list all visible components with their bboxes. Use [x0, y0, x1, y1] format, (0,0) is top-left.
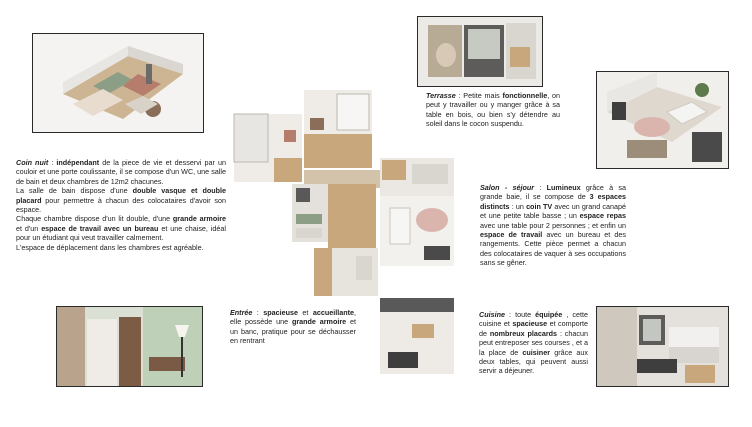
cuisine-render — [596, 306, 729, 387]
coin-nuit-3d-render — [32, 33, 204, 133]
coin-nuit-text — [16, 158, 226, 252]
floor-plan — [232, 88, 456, 376]
plan-hall — [328, 184, 376, 248]
terrasse-text: Terrasse : Petite mais fonctionnelle, on peut y travailler ou y manger grâce à sa table en bois, ou bien s'y détendre au soleil dans le cocon suspendu. — [426, 91, 560, 129]
plan-kitchen — [380, 298, 454, 374]
terrasse-render — [417, 16, 543, 87]
coin-nuit-p1: Coin nuit : indépendant de la piece de vie et desservi par un couloir et une porte coulissante, il se compose d'un WC, une salle de bain et deux chambres de 12m2 chacunes. — [16, 158, 226, 186]
plan-bedroom-1 — [234, 114, 302, 182]
plan-entry — [314, 248, 378, 296]
plan-bathroom — [292, 184, 328, 242]
cuisine-text: Cuisine : toute équipée , cette cuisine et spacieuse et comporte de nombreux placards : chacun peut entreposer ses courses , et a la place de cuisiner grâce aux deux tables, qui peuvent aussi servir a déjeuner. — [479, 310, 588, 376]
salon-render — [596, 71, 729, 169]
salon-text: Salon - séjour : Lumineux grâce à sa grande baie, il se compose de 3 espaces distincts : un coin TV avec un grand canapé et une petite table basse ; un espace repas avec une table pour 2 personnes ; et enfin un espace de travail avec un bureau et des rangements. Cette pièce permet a chacun des colocataires de vaquer à ses occupations sans se gêner. — [480, 183, 627, 268]
entree-render — [56, 306, 203, 387]
plan-bedroom-2 — [304, 90, 372, 168]
coin-nuit-p2: La salle de bain dispose d'une double vasque et double placard pour permettre à chacun des colocataires d'avoir son espace. — [16, 186, 227, 215]
coin-nuit-p4: L'espace de déplacement dans les chambres est agréable. — [16, 242, 204, 252]
plan-salon — [380, 158, 454, 266]
coin-nuit-p3: Chaque chambre dispose d'un lit double, d'une grande armoire et d'un espace de travail avec un bureau et une chaise, idéal pour un étudiant qui veut travailler calmement. — [16, 214, 227, 243]
entree-text: Entrée : spacieuse et accueillante, elle possède une grande armoire et un banc, pratique pour se déchausser en rentrant — [230, 308, 356, 346]
